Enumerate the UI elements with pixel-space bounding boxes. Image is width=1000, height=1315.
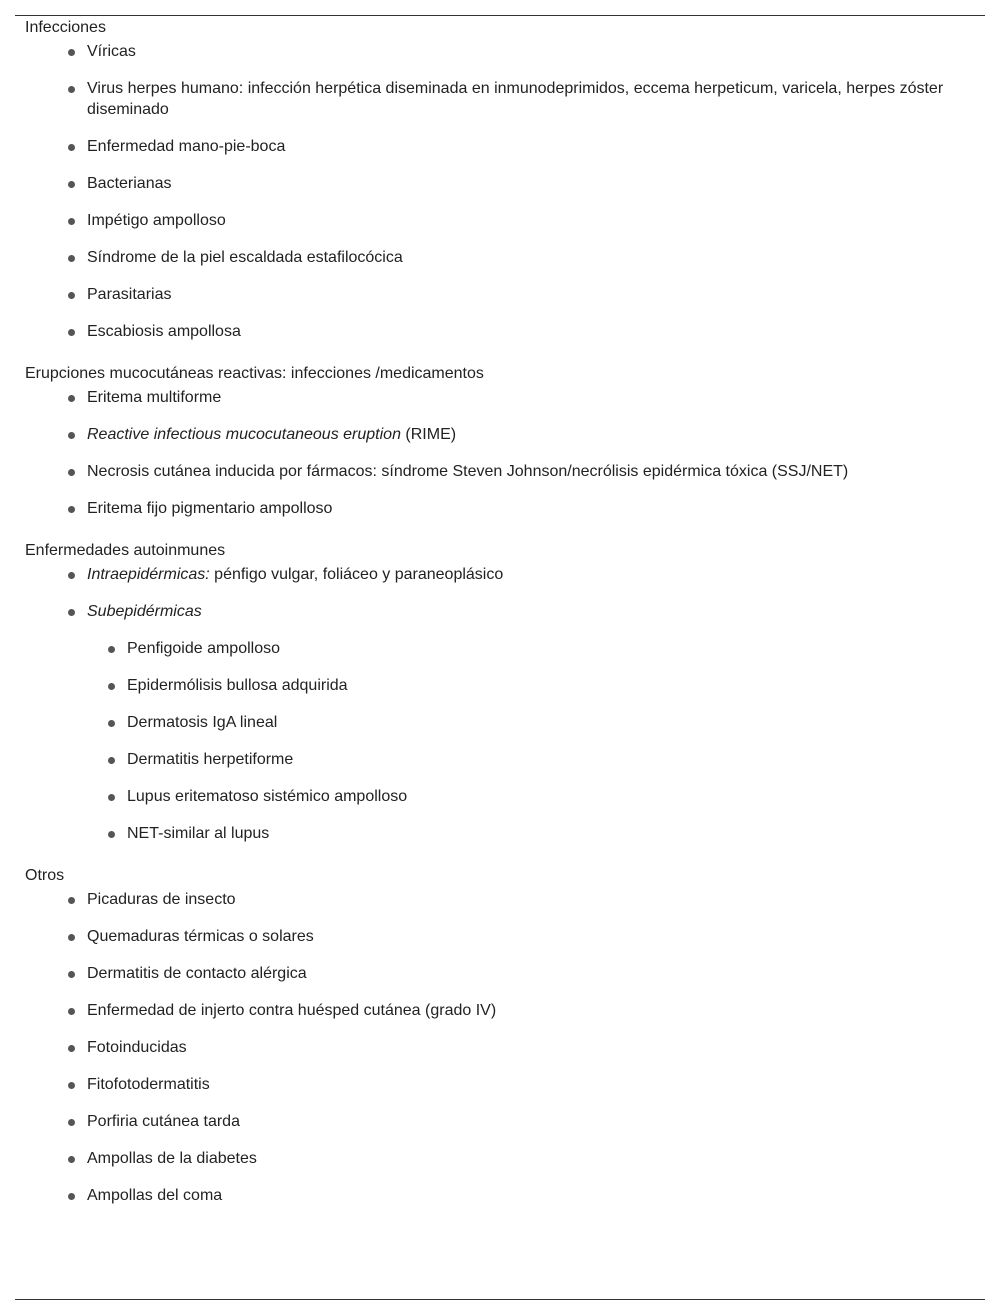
section-erupciones xyxy=(25,364,975,519)
item-italic-text: Intraepidérmicas: xyxy=(87,566,210,583)
list-item: Síndrome de la piel escaldada estafilocócica xyxy=(87,247,975,268)
list-item xyxy=(87,601,975,844)
section-title: Infecciones xyxy=(25,19,106,36)
item-list xyxy=(25,41,975,342)
list-item: Eritema multiforme xyxy=(87,387,975,408)
item-list xyxy=(25,889,975,1206)
section-autoinmunes xyxy=(25,541,975,844)
list-item: Virus herpes humano: infección herpética diseminada en inmunodeprimidos, eccema herpeticum, varicela, herpes zóster diseminado xyxy=(87,78,975,120)
item-italic-text: Subepidérmicas xyxy=(87,603,202,620)
list-item: Impétigo ampolloso xyxy=(87,210,975,231)
sub-list-item: Penfigoide ampolloso xyxy=(127,638,975,659)
sub-list-item: Dermatosis IgA lineal xyxy=(127,712,975,733)
list-item: Ampollas de la diabetes xyxy=(87,1148,975,1169)
list-item: Ampollas del coma xyxy=(87,1185,975,1206)
list-item: Porfiria cutánea tarda xyxy=(87,1111,975,1132)
sub-item-list xyxy=(87,638,975,844)
list-item: Quemaduras térmicas o solares xyxy=(87,926,975,947)
list-item: Escabiosis ampollosa xyxy=(87,321,975,342)
list-item: Fitofotodermatitis xyxy=(87,1074,975,1095)
item-text: (RIME) xyxy=(400,426,457,443)
list-item: Víricas xyxy=(87,41,975,62)
list-item: Dermatitis de contacto alérgica xyxy=(87,963,975,984)
item-italic-text: Reactive infectious mucocutaneous eruption xyxy=(87,426,401,443)
top-rule xyxy=(15,15,985,16)
list-item: Eritema fijo pigmentario ampolloso xyxy=(87,498,975,519)
section-infecciones xyxy=(25,18,975,342)
bottom-rule xyxy=(15,1299,985,1300)
list-item xyxy=(87,424,975,445)
list-item: Enfermedad de injerto contra huésped cutánea (grado IV) xyxy=(87,1000,975,1021)
list-item: Fotoinducidas xyxy=(87,1037,975,1058)
table-content xyxy=(25,18,975,1222)
item-list xyxy=(25,387,975,519)
sub-list-item: Lupus eritematoso sistémico ampolloso xyxy=(127,786,975,807)
item-text: pénfigo vulgar, foliáceo y paraneoplásico xyxy=(209,566,504,583)
sub-list-item: NET-similar al lupus xyxy=(127,823,975,844)
sub-list-item: Dermatitis herpetiforme xyxy=(127,749,975,770)
list-item: Bacterianas xyxy=(87,173,975,194)
section-title: Enfermedades autoinmunes xyxy=(25,542,226,559)
section-title: Erupciones mucocutáneas reactivas: infecciones /medicamentos xyxy=(25,365,484,382)
list-item: Enfermedad mano-pie-boca xyxy=(87,136,975,157)
list-item: Picaduras de insecto xyxy=(87,889,975,910)
section-otros xyxy=(25,866,975,1206)
item-list xyxy=(25,564,975,844)
list-item: Necrosis cutánea inducida por fármacos: síndrome Steven Johnson/necrólisis epidérmica tóxica (SSJ/NET) xyxy=(87,461,975,482)
section-title: Otros xyxy=(25,867,65,884)
sub-list-item: Epidermólisis bullosa adquirida xyxy=(127,675,975,696)
list-item: Parasitarias xyxy=(87,284,975,305)
list-item xyxy=(87,564,975,585)
